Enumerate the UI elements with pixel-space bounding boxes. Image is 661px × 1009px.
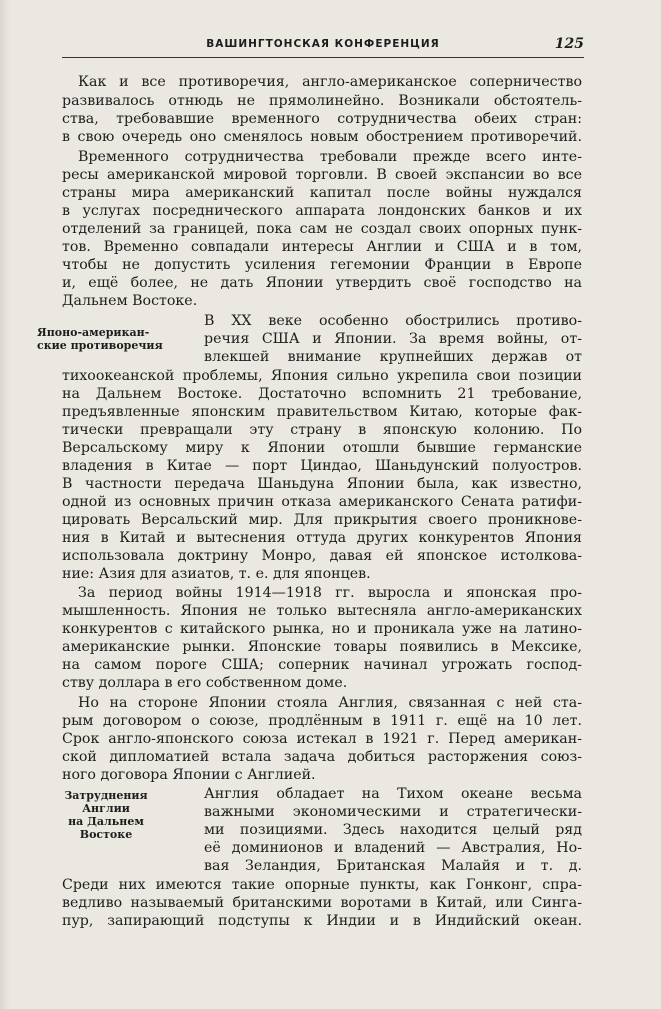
text-line: ства, требовавшие временного сотрудничества обеих стран: xyxy=(62,111,582,127)
text-line: Дальнем Востоке. xyxy=(62,293,198,309)
text-line: цировать Версальский мир. Для прикрытия своего проникнове- xyxy=(62,512,582,528)
page-number: 125 xyxy=(554,36,584,52)
margin-note-line: Затруднения xyxy=(64,789,148,802)
text-line: ской дипломатией встала задача добиться расторжения союз- xyxy=(62,749,582,765)
margin-note-line: ские противоречия xyxy=(37,339,163,352)
text-line: её доминионов и владений — Австралия, Но- xyxy=(204,840,582,856)
margin-note-line: Востоке xyxy=(79,828,133,841)
text-line: рым договором о союзе, продлённым в 1911 г. ещё на 10 лет. xyxy=(62,713,582,729)
text-line: развивалось отнюдь не прямолинейно. Возникали обстоятель- xyxy=(62,93,582,109)
text-line: предъявленные японским правительством Китаю, которые фак- xyxy=(62,404,582,420)
text-line: ние: Азия для азиатов, т. е. для японцев. xyxy=(62,566,371,582)
text-line: одной из основных причин отказа американского Сената ратифи- xyxy=(62,494,582,510)
text-line: тихоокеанской проблемы, Япония сильно укрепила свои позиции xyxy=(62,368,582,384)
text-line: Англия обладает на Тихом океане весьма xyxy=(204,786,582,802)
text-line: в услугах посреднического аппарата лондонских банков и их xyxy=(62,203,582,219)
text-line: отделений за границей, пока сам не создал своих опорных пунк- xyxy=(62,221,582,237)
text-line: Срок англо-японского союза истекал в 1921 г. Перед американ- xyxy=(62,731,582,747)
text-line: тов. Временно совпадали интересы Англии и США и в том, xyxy=(62,239,582,255)
text-line: пур, запирающий подступы к Индии и в Индийский океан. xyxy=(62,913,582,929)
text-line: Но на стороне Японии стояла Англия, связанная с ней ста- xyxy=(78,695,582,711)
text-line: ного договора Японии с Англией. xyxy=(62,767,316,783)
text-line: страны мира американский капитал после войны нуждался xyxy=(62,185,582,201)
header-rule xyxy=(62,57,584,58)
text-line: речия США и Японии. За время войны, от- xyxy=(204,331,582,347)
margin-note-line: на Дальнем xyxy=(68,815,144,828)
text-line: важными экономическими и стратегически- xyxy=(204,804,582,820)
text-line: конкурентов с китайского рынка, но и проникала уже на латино- xyxy=(62,621,582,637)
text-line: ния в Китай и вытеснения оттуда других конкурентов Япония xyxy=(62,530,582,546)
text-line: на самом пороге США; соперник начинал угрожать господ- xyxy=(62,657,582,673)
text-line: ству доллара в его собственном доме. xyxy=(62,675,348,691)
text-line: влекшей внимание крупнейших держав от xyxy=(204,349,582,365)
margin-note-line: Японо-американ- xyxy=(37,326,150,339)
text-line: За период войны 1914—1918 гг. выросла и японская про- xyxy=(78,585,582,601)
text-line: Как и все противоречия, англо-американское соперничество xyxy=(78,74,582,90)
text-line: Версальскому миру к Японии отошли бывшие германские xyxy=(62,440,582,456)
text-line: ми позициями. Здесь находится целый ряд xyxy=(204,822,582,838)
text-line: использовала доктрину Монро, давая ей японское истолкова- xyxy=(62,548,582,564)
text-line: в свою очередь оно сменялось новым обострением противоречий. xyxy=(62,129,582,145)
text-line: В частности передача Шаньдуна Японии была, как известно, xyxy=(62,476,582,492)
text-line: на Дальнем Востоке. Достаточно вспомнить 21 требование, xyxy=(62,386,582,402)
text-line: ведливо называемый британскими воротами в Китай, или Синга- xyxy=(62,895,582,911)
text-line: американские рынки. Японские товары появились в Мексике, xyxy=(62,639,582,655)
margin-note-line: Англии xyxy=(82,802,130,815)
text-line: Временного сотрудничества требовали прежде всего инте- xyxy=(78,149,582,165)
text-line: тически превращали эту страну в японскую колонию. По xyxy=(62,422,582,438)
text-line: Среди них имеются такие опорные пункты, как Гонконг, спра- xyxy=(62,877,582,893)
text-line: мышленность. Япония не только вытесняла англо-американских xyxy=(62,603,582,619)
running-title: ВАШИНГТОНСКАЯ КОНФЕРЕНЦИЯ xyxy=(206,38,440,50)
text-line: и, ещё более, не дать Японии утвердить своё господство на xyxy=(62,275,582,291)
text-line: вая Зеландия, Британская Малайя и т. д. xyxy=(204,858,582,874)
running-head xyxy=(62,36,584,56)
text-line: владения в Китае — порт Циндао, Шаньдунский полуостров. xyxy=(62,458,582,474)
text-line: ресы американской мировой торговли. В своей экспансии во все xyxy=(62,167,582,183)
text-line: В XX веке особенно обострились противо- xyxy=(204,313,582,329)
text-line: чтобы не допустить усиления гегемонии Франции в Европе xyxy=(62,257,582,273)
